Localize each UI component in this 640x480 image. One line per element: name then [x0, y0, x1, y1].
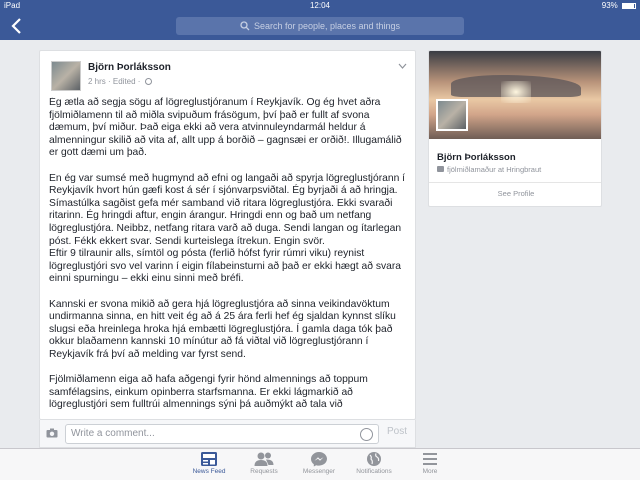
post-timestamp[interactable]: 2 hrs · Edited · [88, 77, 141, 86]
post-paragraph: Fjölmiðlamenn eiga að hafa aðgengi fyrir hönd almennings að toppum samfélagsins, einkum opinberra starfsmanna. Er ekki lágmarkið að lögreglustjóri sem fulltrúi almennings sýni þá auðmýkt að tala við [49, 374, 368, 411]
chevron-down-icon [398, 63, 407, 69]
friends-icon [254, 451, 274, 467]
tab-label: More [422, 468, 438, 475]
profile-card [428, 50, 602, 207]
nav-bar [0, 12, 640, 40]
status-bar [0, 0, 640, 12]
post-paragraph: En ég var sumsé með hugmynd að efni og langaði að spyrja lögreglustjórann í Reykjavík hvort hún gæfi kost á sér í sjónvarpsviðtal. Ég byrjaði á að hringja. Símastúlka sagðist gefa mér samband við ritara lögreglustjóra. Ekki svaraði ritarinn. Ég hringdi aftur, engin árangur. Hringdi enn og bað um netfang lögreglustjóra. Neibbz, netfang ritara varð að duga. Sendi langan og ítarlegan póst. Fékk ekkert svar. Sendi kurteislega ítrekun. Engin svör. Eftir 9 tilraunir alls, símtöl og pósta (ferlið hófst fyrir rúmri viku) reynist lögreglustjóri svo vel varinn í eigin fílabeinsturni að það er ekki hægt að svara einni spurningu – ekki einu sinni með bréfi. [49, 172, 406, 285]
battery-level [602, 1, 636, 10]
post-meta [88, 77, 152, 86]
camera-icon[interactable] [46, 428, 58, 438]
search-input[interactable] [176, 17, 464, 35]
clock: 12:04 [309, 1, 331, 10]
search-icon [240, 21, 250, 31]
post-paragraph: Kannski er svona mikið að gera hjá lögreglustjóra að sinna veikindavöktum undirmanna sinna, en hitt veit ég að á 25 ára ferli hef ég sjaldan kynnst slíku slugsi eða hreinlega hroka hjá embætti lögreglustjóra. Í gamla daga tók það okkur blaðamenn kannski 10 mínútur að fá viðtal við lögreglustjórann í Reykjavík frá því að melding var fyrst send. [49, 298, 396, 360]
battery-icon [622, 3, 636, 9]
emoji-icon[interactable] [360, 428, 373, 441]
comment-bar [39, 420, 416, 448]
tab-bar [0, 448, 640, 480]
profile-avatar[interactable] [436, 99, 468, 131]
cover-sun [501, 81, 531, 103]
comment-input[interactable] [65, 424, 379, 444]
search-placeholder: Search for people, places and things [253, 21, 401, 31]
tab-label: Requests [250, 468, 278, 475]
messenger-icon [310, 451, 328, 467]
see-profile-button[interactable]: See Profile [497, 189, 535, 198]
globe-icon [366, 451, 382, 467]
tab-label: Messenger [302, 468, 336, 475]
post-author[interactable]: Björn Þorláksson [88, 62, 171, 73]
profile-name[interactable]: Björn Þorláksson [437, 152, 516, 163]
device-label: iPad [4, 1, 21, 10]
back-button[interactable] [6, 15, 28, 37]
post-body [49, 97, 411, 417]
tab-more[interactable] [395, 451, 465, 475]
author-avatar[interactable] [51, 61, 81, 91]
divider [429, 182, 602, 183]
briefcase-icon [437, 166, 444, 172]
tab-label: News Feed [192, 468, 226, 475]
post-comment-button[interactable]: Post [386, 426, 407, 437]
battery-percent: 93% [601, 1, 618, 10]
comment-placeholder: Write a comment... [71, 428, 155, 439]
news-feed-icon [200, 451, 218, 467]
menu-icon [422, 451, 438, 467]
globe-icon [145, 78, 152, 85]
profile-work-text: fjölmiðlamaður at Hringbraut [447, 165, 542, 174]
post-card [39, 50, 416, 420]
post-options-button[interactable] [398, 61, 407, 71]
chevron-left-icon [11, 18, 23, 34]
post-paragraph: Ég ætla að segja sögu af lögreglustjóranum í Reykjavík. Og ég hvet aðra fjölmiðlamenn til að miðla svipuðum frásögum, því það er fullt af svona dæmum, því miður. Það eiga ekki að vera atvinnuleyndarmál heldur á almenningur skilið að vita af, allt upp á borðið – gagnsæi er orðið!. Illugamálið er gott dæmi um það. [49, 97, 402, 159]
tab-label: Notifications [356, 468, 392, 475]
profile-work [437, 165, 541, 174]
